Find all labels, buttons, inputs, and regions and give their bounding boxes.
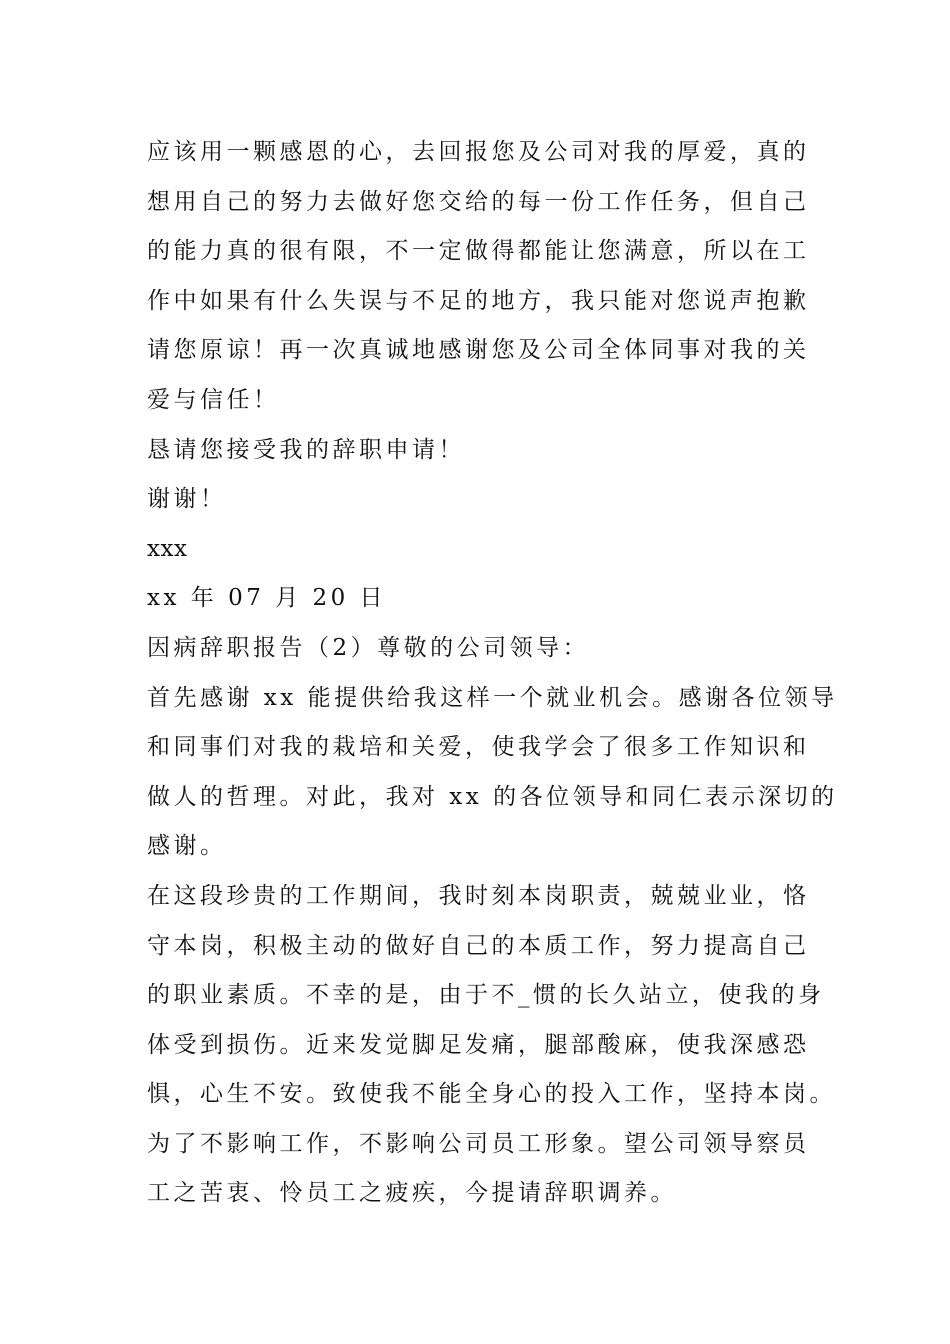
text-line-6: 爱与信任！	[147, 386, 280, 413]
text-line-1: 应该用一颗感恩的心，去回报您及公司对我的厚爱，真的	[147, 139, 810, 165]
text-line-12: 首先感谢 xx 能提供给我这样一个就业机会。感谢各位领导	[147, 684, 838, 711]
text-line-15: 感谢。	[147, 833, 227, 860]
text-line-2: 想用自己的努力去做好您交给的每一份工作任务，但自己	[147, 188, 810, 215]
text-line-16: 在这段珍贵的工作期间，我时刻本岗职责，兢兢业业，恪	[147, 882, 810, 909]
text-line-3: 的能力真的很有限，不一定做得都能让您满意，所以在工	[147, 238, 810, 265]
text-line-7: 恳请您接受我的辞职申请！	[147, 436, 465, 463]
text-line-11: 因病辞职报告（2）尊敬的公司领导：	[147, 634, 590, 661]
text-line-9: xxx	[147, 535, 188, 562]
text-line-18: 的职业素质。不幸的是，由于不_惯的长久站立，使我的身	[147, 982, 825, 1009]
text-line-17: 守本岗，积极主动的做好自己的本质工作，努力提高自己	[147, 932, 810, 959]
text-line-22: 工之苦衷、怜员工之疲疾，今提请辞职调养。	[147, 1180, 677, 1207]
text-line-20: 惧，心生不安。致使我不能全身心的投入工作，坚持本岗。	[147, 1081, 836, 1108]
text-line-4: 作中如果有什么失误与不足的地方，我只能对您说声抱歉	[147, 287, 810, 314]
text-line-10: xx 年 07 月 20 日	[147, 585, 387, 612]
text-line-21: 为了不影响工作，不影响公司员工形象。望公司领导察员	[147, 1130, 810, 1157]
text-line-13: 和同事们对我的栽培和关爱，使我学会了很多工作知识和	[147, 734, 810, 761]
document-body	[147, 128, 838, 1219]
text-line-8: 谢谢！	[147, 486, 227, 513]
text-line-5: 请您原谅！再一次真诚地感谢您及公司全体同事对我的关	[147, 337, 810, 364]
text-line-19: 体受到损伤。近来发觉脚足发痛，腿部酸麻，使我深感恐	[147, 1031, 810, 1058]
text-line-14: 做人的哲理。对此，我对 xx 的各位领导和同仁表示深切的	[147, 783, 838, 810]
